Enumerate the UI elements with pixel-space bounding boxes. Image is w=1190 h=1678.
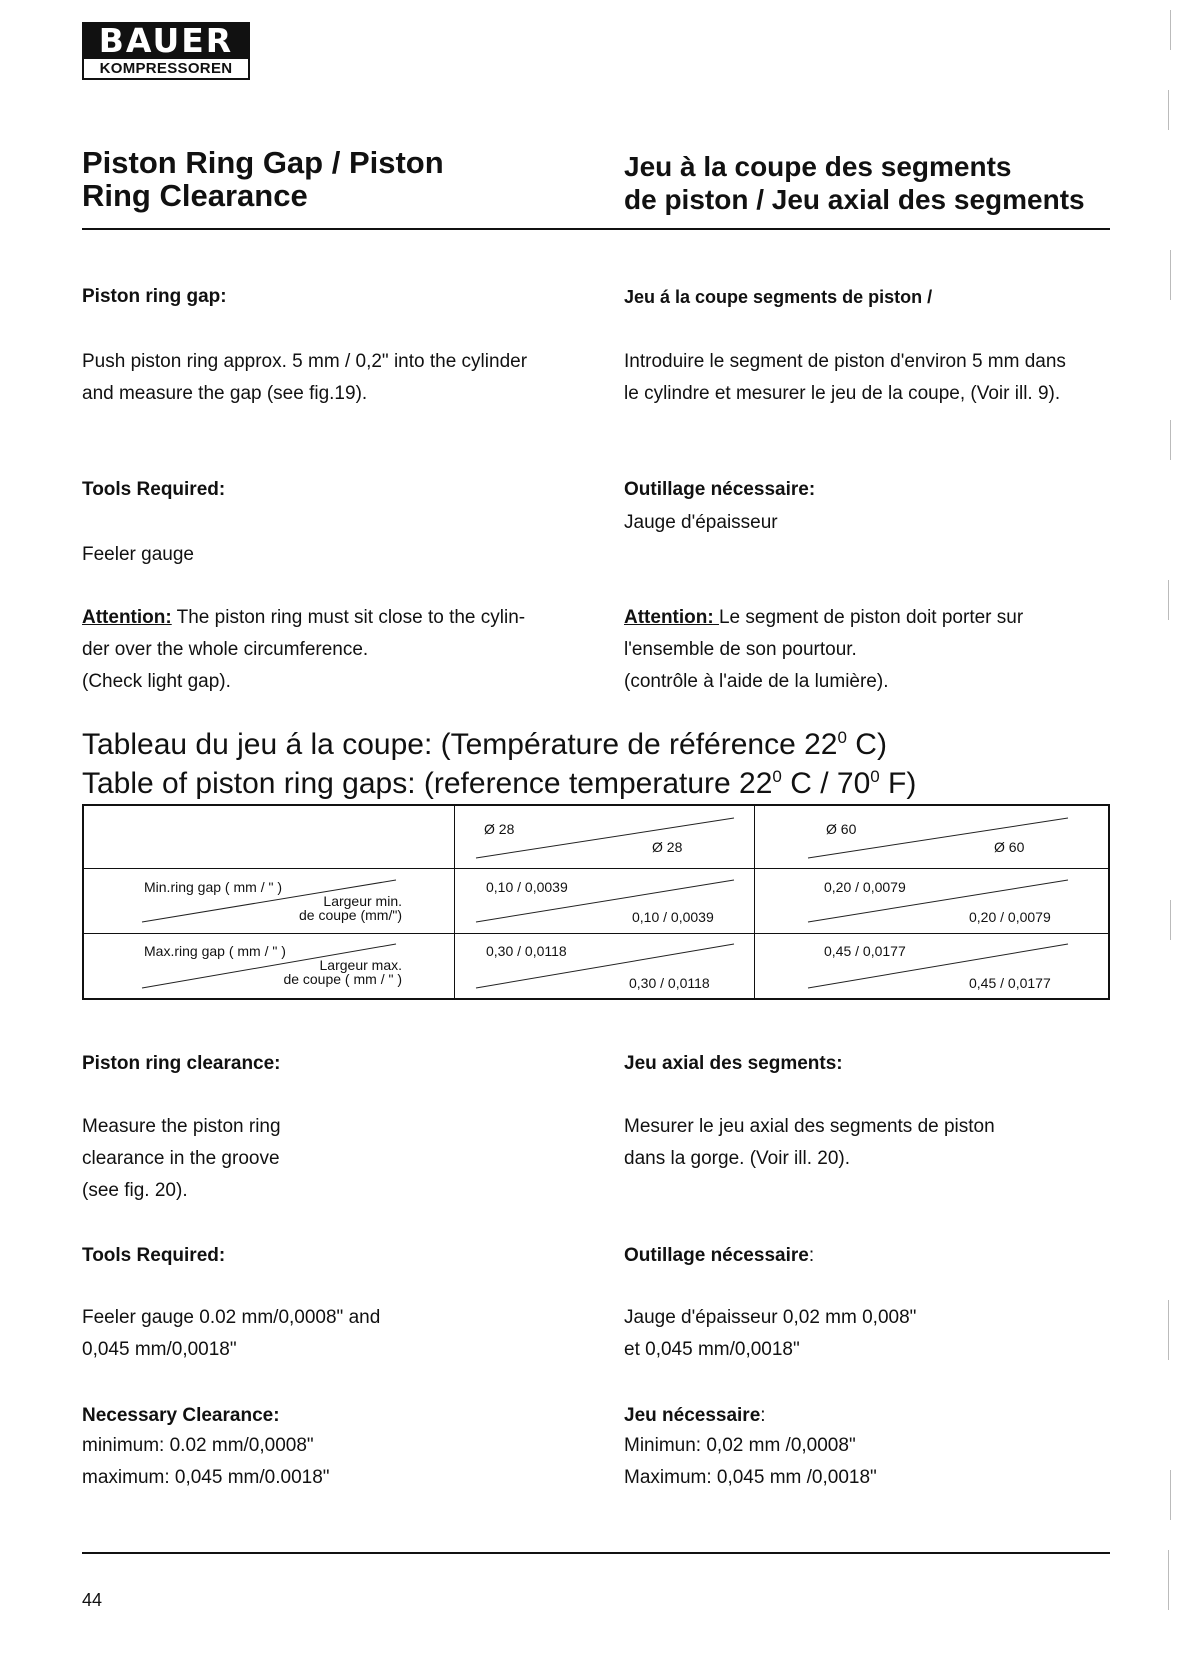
clearance-tools-fr <box>624 1302 916 1366</box>
table-title-en-text: Table of piston ring gaps: (reference temperature 22 <box>82 767 773 800</box>
gap-text-fr-line-1: Introduire le segment de piston d'environ 5 mm dans <box>624 351 1066 372</box>
gap-text-en-line-2: and measure the gap (see fig.19). <box>82 383 368 404</box>
bauer-logo <box>82 22 250 80</box>
row2-col2-top: 0,45 / 0,0177 <box>824 943 906 959</box>
row1-label-en: Min.ring gap ( mm / " ) <box>144 879 282 895</box>
attention-fr-line-3: (contrôle à l'aide de la lumière). <box>624 671 889 692</box>
clearance-text-fr-line-2: dans la gorge. (Voir ill. 20). <box>624 1148 851 1169</box>
attention-en <box>82 602 525 698</box>
clearance-tools-heading-fr-text: Outillage nécessaire <box>624 1245 809 1266</box>
colon: : <box>808 1245 815 1266</box>
row2-col2-bottom: 0,45 / 0,0177 <box>969 975 1051 991</box>
clearance-heading-fr: Jeu axial des segments: <box>624 1053 843 1074</box>
clearance-tools-heading-en: Tools Required: <box>82 1245 226 1266</box>
table-title-fr <box>82 722 916 761</box>
scan-artifact <box>1170 250 1171 300</box>
attention-en-text-1: The piston ring must sit close to the cylin- <box>171 607 526 628</box>
scan-artifact <box>1168 1300 1169 1360</box>
row2-label-fr-2: de coupe ( mm / " ) <box>283 971 402 987</box>
attention-label-en: Attention: <box>82 607 172 628</box>
attention-fr-line-2: l'ensemble de son pourtour. <box>624 639 857 660</box>
gap-heading-fr: Jeu á la coupe segments de piston / <box>624 287 933 307</box>
necessary-max-en: maximum: 0,045 mm/0.0018" <box>82 1467 330 1488</box>
gap-heading-en: Piston ring gap: <box>82 286 227 307</box>
english-title-line-1: Piston Ring Gap / Piston <box>82 145 444 180</box>
attention-en-line-2: der over the whole circumference. <box>82 639 369 660</box>
clearance-tools-en-line-1: Feeler gauge 0.02 mm/0,0008" and <box>82 1307 381 1328</box>
french-title-line-2: de piston / Jeu axial des segments <box>624 184 1085 215</box>
gap-text-fr-line-2: le cylindre et mesurer le jeu de la coupe, (Voir ill. 9). <box>624 383 1061 404</box>
row2-col1-bottom: 0,30 / 0,0118 <box>629 975 710 991</box>
clearance-text-fr-line-1: Mesurer le jeu axial des segments de piston <box>624 1116 995 1137</box>
colon: : <box>760 1405 766 1426</box>
col1-bottom: Ø 28 <box>652 839 683 855</box>
table-title-en <box>82 761 916 800</box>
row1-col1-top: 0,10 / 0,0039 <box>486 879 568 895</box>
col1-top: Ø 28 <box>484 821 515 837</box>
attention-en-line-3: (Check light gap). <box>82 671 231 692</box>
scan-artifact <box>1170 420 1171 460</box>
scan-artifact <box>1170 1470 1171 1520</box>
french-title <box>624 150 1085 216</box>
attention-fr-text-1: Le segment de piston doit porter sur <box>718 607 1024 628</box>
footer-rule <box>82 1552 1110 1554</box>
row1-col1-bottom: 0,10 / 0,0039 <box>632 909 714 925</box>
ring-gap-table <box>82 804 1110 1000</box>
clearance-tools-heading-fr <box>624 1245 814 1267</box>
scan-artifact <box>1168 580 1169 620</box>
row1-label-fr-2: de coupe (mm/") <box>298 907 402 923</box>
row2-label-en: Max.ring gap ( mm / " ) <box>144 943 286 959</box>
scan-artifact <box>1168 90 1169 130</box>
degree-mark: 0 <box>837 728 847 747</box>
gap-tools-heading-en: Tools Required: <box>82 479 226 500</box>
degree-mark: 0 <box>772 767 782 786</box>
clearance-tools-en <box>82 1302 380 1366</box>
logo-subtitle: KOMPRESSOREN <box>82 59 250 80</box>
row1-label-fr-1: Largeur min. <box>323 893 402 909</box>
necessary-min-en: minimum: 0.02 mm/0,0008" <box>82 1435 314 1456</box>
table-title <box>82 722 916 800</box>
degree-mark: 0 <box>870 767 880 786</box>
table-title-fr-end: C) <box>846 728 887 761</box>
table-title-fr-text: Tableau du jeu á la coupe: (Température de référence 22 <box>82 728 838 761</box>
english-title <box>82 146 444 212</box>
diagonal-lines <box>142 818 1068 988</box>
col2-top: Ø 60 <box>826 821 857 837</box>
french-title-line-1: Jeu à la coupe des segments <box>624 151 1012 182</box>
necessary-values-en <box>82 1430 330 1494</box>
col2-header-diagonal <box>808 818 1068 858</box>
gap-tools-en: Feeler gauge <box>82 544 194 565</box>
scan-artifact <box>1168 1550 1169 1610</box>
clearance-text-en-line-3: (see fig. 20). <box>82 1180 188 1201</box>
scan-artifact <box>1170 10 1171 50</box>
logo-brand: BAUER <box>82 22 250 59</box>
col2-bottom: Ø 60 <box>994 839 1025 855</box>
necessary-min-fr: Minimun: 0,02 mm /0,0008" <box>624 1435 856 1456</box>
attention-label-fr: Attention: <box>624 607 719 628</box>
row1-col2-bottom: 0,20 / 0,0079 <box>969 909 1051 925</box>
row1-col2-top: 0,20 / 0,0079 <box>824 879 906 895</box>
attention-fr <box>624 602 1023 698</box>
gap-text-en-line-1: Push piston ring approx. 5 mm / 0,2" into the cylinder <box>82 351 528 372</box>
table-diagonals <box>84 806 1112 1002</box>
clearance-text-en <box>82 1111 281 1207</box>
clearance-text-en-line-2: clearance in the groove <box>82 1148 280 1169</box>
gap-tools-fr: Jauge d'épaisseur <box>624 512 778 533</box>
necessary-max-fr: Maximum: 0,045 mm /0,0018" <box>624 1467 877 1488</box>
col1-header-diagonal <box>476 818 734 858</box>
clearance-text-fr <box>624 1111 995 1175</box>
gap-text-en <box>82 346 527 410</box>
necessary-heading-fr-text: Jeu nécessaire <box>624 1405 761 1426</box>
row2-col1-top: 0,30 / 0,0118 <box>486 943 567 959</box>
clearance-tools-en-line-2: 0,045 mm/0,0018" <box>82 1339 237 1360</box>
title-rule <box>82 228 1110 230</box>
page-number: 44 <box>82 1590 103 1610</box>
english-title-line-2: Ring Clearance <box>82 178 308 213</box>
table-title-en-mid: C / 70 <box>781 767 871 800</box>
clearance-tools-fr-line-2: et 0,045 mm/0,0018" <box>624 1339 800 1360</box>
necessary-heading-fr <box>624 1405 766 1427</box>
attention-fr-line-1 <box>624 602 1023 634</box>
attention-en-line-1 <box>82 602 525 634</box>
clearance-heading-en: Piston ring clearance: <box>82 1053 281 1074</box>
table-title-en-end: F) <box>879 767 917 800</box>
clearance-text-en-line-1: Measure the piston ring <box>82 1116 281 1137</box>
clearance-tools-fr-line-1: Jauge d'épaisseur 0,02 mm 0,008" <box>624 1307 917 1328</box>
necessary-values-fr <box>624 1430 877 1494</box>
row2-label-fr-1: Largeur max. <box>319 957 402 973</box>
gap-text-fr <box>624 346 1066 410</box>
necessary-heading-en: Necessary Clearance: <box>82 1405 280 1426</box>
scan-artifact <box>1170 900 1171 940</box>
gap-tools-heading-fr: Outillage nécessaire: <box>624 479 816 500</box>
